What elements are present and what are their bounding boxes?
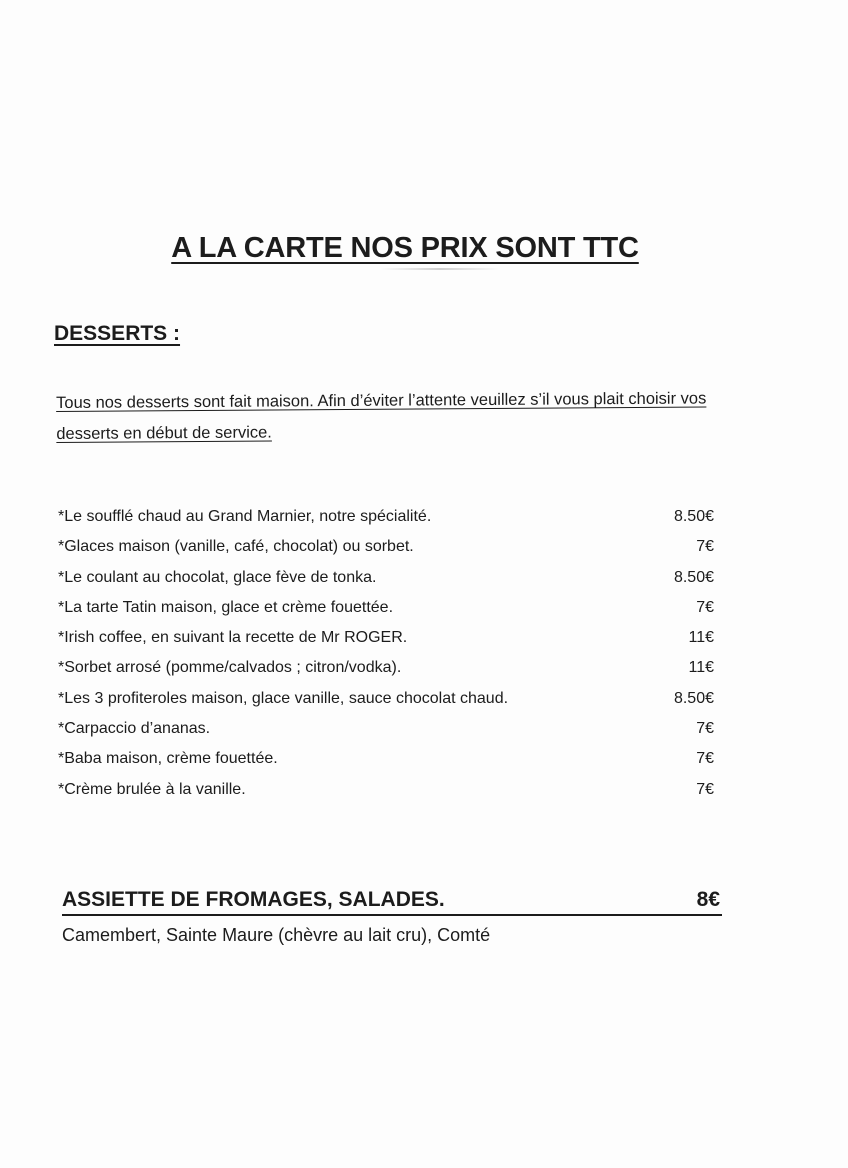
dessert-name: *Carpaccio d’ananas. [58, 720, 211, 738]
dessert-item [58, 538, 728, 568]
dessert-item [58, 569, 728, 599]
dessert-price: 8.50€ [673, 568, 714, 586]
dessert-item [58, 781, 728, 811]
desserts-heading: DESSERTS : [54, 322, 181, 345]
cheese-description: Camembert, Sainte Maure (chèvre au lait cru), Comté [62, 925, 491, 945]
dessert-item [58, 720, 728, 750]
page-title: A LA CARTE NOS PRIX SONT TTC [171, 232, 639, 264]
dessert-item [58, 508, 728, 538]
dessert-name: *Les 3 profiteroles maison, glace vanille, sauce chocolat chaud. [58, 689, 509, 707]
dessert-name: *Crème brulée à la vanille. [58, 780, 246, 798]
dessert-name: *Le soufflé chaud au Grand Marnier, notre spécialité. [58, 508, 432, 525]
cheese-heading: ASSIETTE DE FROMAGES, SALADES. [62, 888, 445, 911]
dessert-name: *Le coulant au chocolat, glace fève de tonka. [58, 568, 377, 586]
scan-smudge [380, 268, 500, 270]
cheese-price: 8€ [696, 888, 720, 911]
dessert-item [58, 750, 728, 780]
dessert-name: *Irish coffee, en suivant la recette de Mr ROGER. [58, 629, 408, 647]
dessert-price: 11€ [688, 659, 714, 677]
dessert-price: 7€ [696, 750, 714, 768]
dessert-item [58, 659, 728, 689]
dessert-price: 7€ [696, 598, 714, 616]
dessert-item [58, 690, 728, 720]
dessert-price: 7€ [696, 538, 714, 556]
dessert-item [58, 599, 728, 629]
dessert-name: *Glaces maison (vanille, café, chocolat) ou sorbet. [58, 538, 414, 556]
dessert-name: *La tarte Tatin maison, glace et crème fouettée. [58, 598, 394, 616]
dessert-price: 8.50€ [673, 689, 714, 707]
dessert-name: *Sorbet arrosé (pomme/calvados ; citron/vodka). [58, 659, 402, 677]
dessert-name: *Baba maison, crème fouettée. [58, 750, 278, 768]
cheese-heading-row [62, 884, 722, 916]
dessert-price: 11€ [688, 629, 714, 647]
dessert-price: 7€ [696, 780, 714, 798]
dessert-item [58, 629, 728, 659]
dessert-price: 7€ [696, 720, 714, 738]
dessert-price: 8.50€ [673, 508, 714, 525]
desserts-intro: Tous nos desserts sont fait maison. Afin d’éviter l’attente veuillez s’il vous plait choisir vos desserts en début de service. [56, 389, 707, 443]
dessert-list [58, 508, 728, 811]
